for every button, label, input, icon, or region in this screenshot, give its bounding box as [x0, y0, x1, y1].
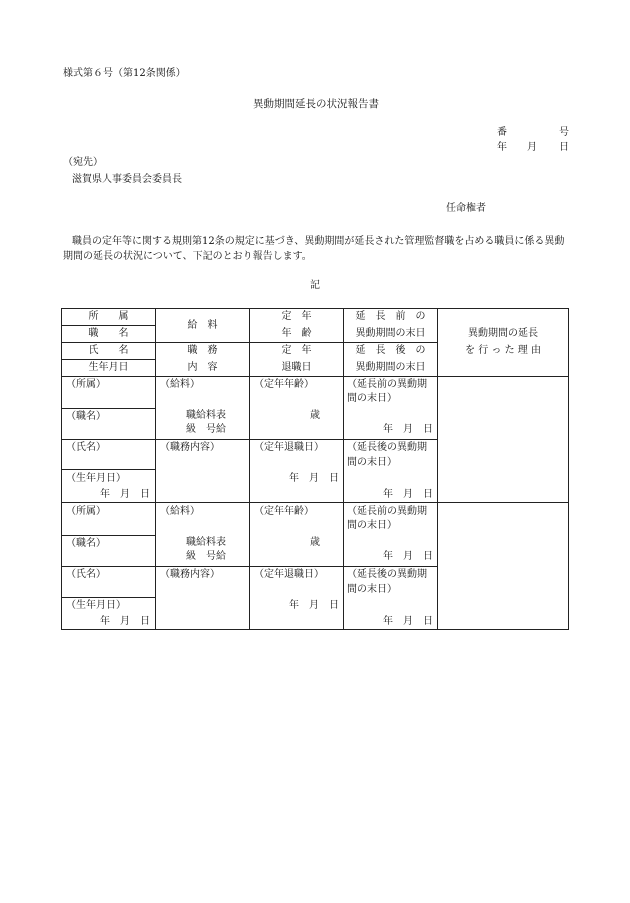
record1-retire-date: （定年退職日） — [254, 442, 324, 453]
body-text-line2: 期間の延長の状況について、下記のとおり報告します。 — [63, 251, 312, 262]
authority: 任命権者 — [446, 203, 486, 214]
date-month: 月 — [527, 142, 537, 153]
record1-salary: （給料） — [160, 379, 200, 390]
record2-before-ymd: 年 月 日 — [383, 551, 433, 562]
record2-birthdate: （生年月日） — [66, 600, 126, 611]
record2-name: （氏名） — [66, 569, 106, 580]
record2-after-ymd: 年 月 日 — [383, 616, 433, 627]
record2-post: （職名） — [66, 538, 106, 549]
form-number: 様式第６号（第12条関係） — [63, 68, 186, 79]
ki-mark: 記 — [310, 280, 320, 291]
record1-after-ymd: 年 月 日 — [383, 489, 433, 500]
record1-post: （職名） — [66, 411, 106, 422]
header-after-2: 異動期間の末日 — [355, 362, 426, 373]
record2-sai: 歳 — [310, 537, 320, 548]
record1-sai: 歳 — [310, 410, 320, 421]
record2-affiliation: （所属） — [66, 506, 106, 517]
record1-retire-age: （定年年齢） — [254, 379, 314, 390]
record1-affiliation: （所属） — [66, 379, 106, 390]
header-affiliation: 所 属 — [88, 311, 129, 322]
addressee-label: （宛先） — [63, 157, 103, 168]
header-after-1: 延 長 後 の — [355, 345, 426, 356]
header-post: 職 名 — [88, 328, 129, 339]
date-year: 年 — [497, 142, 507, 153]
header-reason-1: 異動期間の延長 — [468, 328, 538, 339]
header-duty: 職 務 — [187, 345, 218, 356]
header-retire-age-1: 定 年 — [281, 311, 312, 322]
record1-before-2: 間の末日） — [347, 393, 397, 404]
record2-salary: （給料） — [160, 506, 200, 517]
record2-retire-ymd: 年 月 日 — [289, 600, 339, 611]
number-suffix: 号 — [559, 127, 569, 138]
header-name: 氏 名 — [88, 345, 129, 356]
date-day: 日 — [559, 142, 569, 153]
header-salary: 給 料 — [187, 320, 218, 331]
document-title: 異動期間延長の状況報告書 — [253, 98, 379, 110]
record1-before-1: （延長前の異動期 — [347, 379, 427, 390]
record1-retire-ymd: 年 月 日 — [289, 473, 339, 484]
header-before-2: 異動期間の末日 — [355, 328, 426, 339]
record1-birthdate: （生年月日） — [66, 473, 126, 484]
header-reason-2: を 行 っ た 理 由 — [465, 345, 541, 356]
record2-grade: 級 号給 — [186, 551, 226, 562]
record2-retire-age: （定年年齢） — [254, 506, 314, 517]
addressee: 滋賀県人事委員会委員長 — [72, 174, 182, 185]
header-retire-date-2: 退職日 — [281, 362, 312, 373]
record1-before-ymd: 年 月 日 — [383, 424, 433, 435]
header-content: 内 容 — [187, 362, 218, 373]
header-before-1: 延 長 前 の — [355, 311, 426, 322]
body-text-line1: 職員の定年等に関する規則第12条の規定に基づき、異動期間が延長された管理監督職を占める職員に係る異動 — [72, 236, 565, 247]
record2-after-2: 間の末日） — [347, 584, 397, 595]
record2-before-2: 間の末日） — [347, 520, 397, 531]
record1-grade: 級 号給 — [186, 424, 226, 435]
record1-birthdate-ymd: 年 月 日 — [100, 489, 150, 500]
record1-after-2: 間の末日） — [347, 457, 397, 468]
record1-salary-table: 職給料表 — [186, 410, 226, 421]
record2-birthdate-ymd: 年 月 日 — [100, 616, 150, 627]
record2-before-1: （延長前の異動期 — [347, 506, 427, 517]
record1-duties: （職務内容） — [160, 442, 220, 453]
record1-name: （氏名） — [66, 442, 106, 453]
record2-duties: （職務内容） — [160, 569, 220, 580]
header-retire-date-1: 定 年 — [281, 345, 312, 356]
record1-after-1: （延長後の異動期 — [347, 442, 427, 453]
header-birthdate: 生年月日 — [88, 362, 129, 373]
header-retire-age-2: 年 齢 — [281, 328, 312, 339]
number-label: 番 — [497, 127, 507, 138]
record2-after-1: （延長後の異動期 — [347, 569, 427, 580]
record2-salary-table: 職給料表 — [186, 537, 226, 548]
record2-retire-date: （定年退職日） — [254, 569, 324, 580]
